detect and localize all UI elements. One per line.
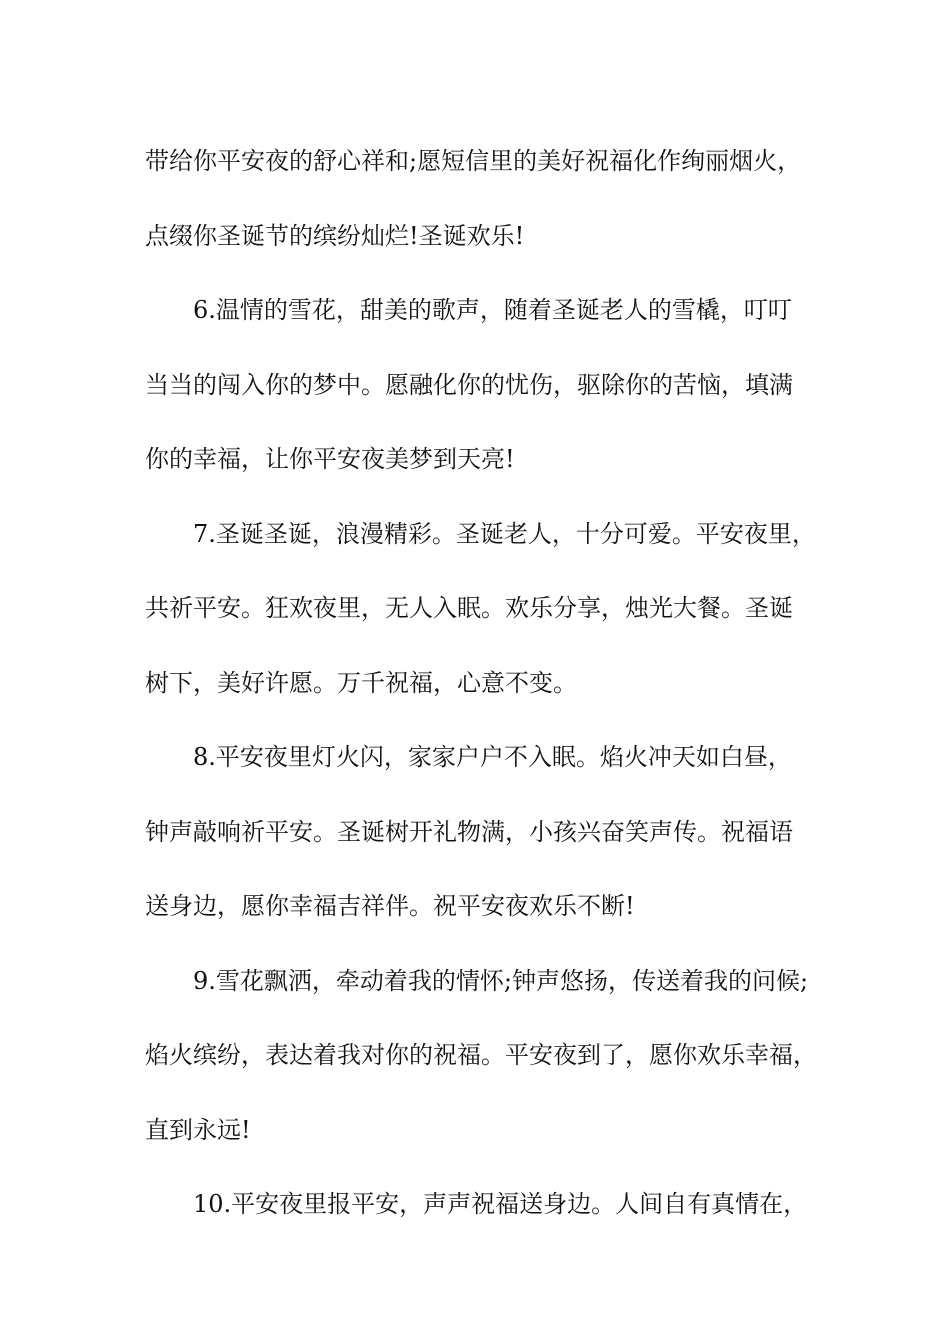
paragraph-7-first-line: 7.圣诞圣诞，浪漫精彩。圣诞老人，十分可爱。平安夜里，	[193, 519, 816, 548]
text-line: 焰火缤纷，表达着我对你的祝福。平安夜到了，愿你欢乐幸福，	[145, 1041, 817, 1069]
text-line: 你的幸福，让你平安夜美梦到天亮!	[145, 445, 515, 473]
text-line: 钟声敲响祈平安。圣诞树开礼物满，小孩兴奋笑声传。祝福语	[145, 817, 793, 846]
text-line: 送身边，愿你幸福吉祥伴。祝平安夜欢乐不断!	[145, 892, 635, 920]
paragraph-8-first-line: 8.平安夜里灯火闪，家家户户不入眠。焰火冲天如白昼，	[193, 743, 792, 771]
text-line: 带给你平安夜的舒心祥和;愿短信里的美好祝福化作绚丽烟火，	[145, 147, 802, 175]
text-line: 点缀你圣诞节的缤纷灿烂!圣诞欢乐!	[145, 221, 525, 250]
text-line: 当当的闯入你的梦中。愿融化你的忧伤，驱除你的苦恼，填满	[145, 370, 793, 399]
text-line: 直到永远!	[145, 1115, 251, 1144]
paragraph-10-first-line: 10.平安夜里报平安，声声祝福送身边。人间自有真情在，	[193, 1190, 808, 1218]
text-line: 树下，美好许愿。万千祝福，心意不变。	[145, 668, 577, 697]
paragraph-6-first-line: 6.温情的雪花，甜美的歌声，随着圣诞老人的雪橇，叮叮	[193, 296, 792, 324]
paragraph-9-first-line: 9.雪花飘洒，牵动着我的情怀;钟声悠扬，传送着我的问候;	[193, 966, 809, 995]
document-body	[145, 124, 835, 1242]
text-line: 共祈平安。狂欢夜里，无人入眠。欢乐分享，烛光大餐。圣诞	[145, 594, 793, 622]
